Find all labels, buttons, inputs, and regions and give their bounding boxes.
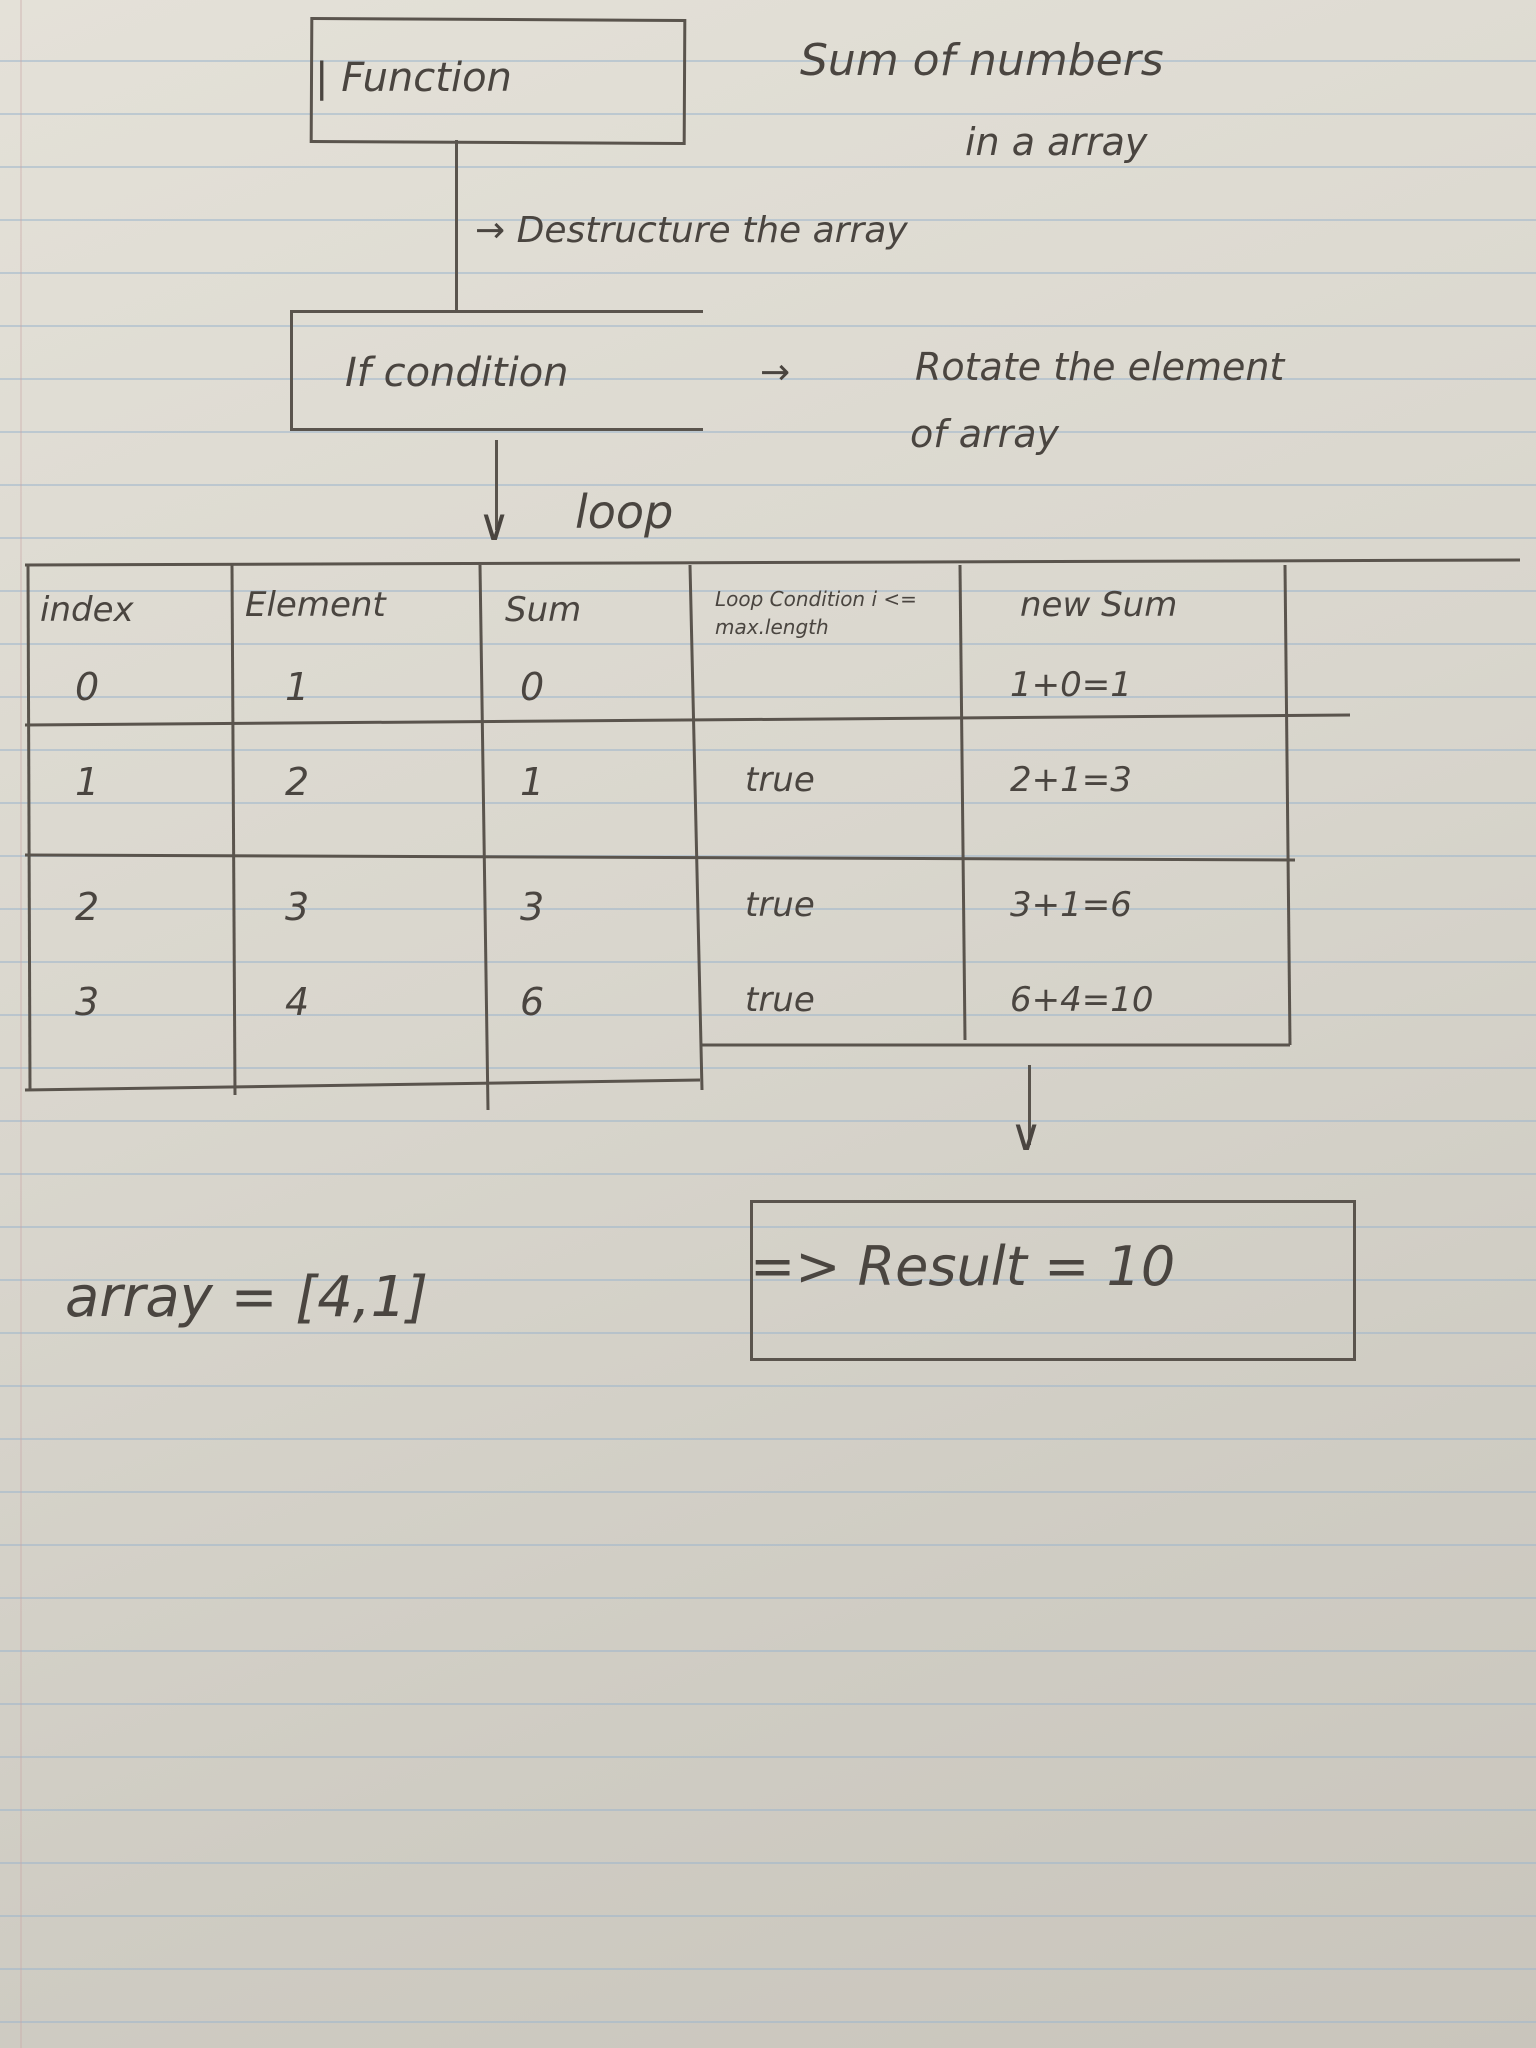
destructure-note: → Destructure the array <box>475 210 908 251</box>
header-sum: Sum <box>505 590 582 630</box>
cell-index: 1 <box>75 760 100 804</box>
result-expression: => Result = 10 <box>750 1235 1176 1298</box>
title-line-1: Sum of numbers <box>800 35 1164 86</box>
if-condition-label: If condition <box>345 350 569 396</box>
cell-new-sum: 1+0=1 <box>1010 665 1132 705</box>
cell-element: 3 <box>285 885 310 929</box>
cell-sum: 6 <box>520 980 545 1024</box>
header-index: index <box>40 590 134 630</box>
cell-new-sum: 6+4=10 <box>1010 980 1154 1020</box>
header-new-sum: new Sum <box>1020 585 1178 625</box>
result-arrow-icon: ∨ <box>1010 1110 1043 1161</box>
loop-label: loop <box>575 485 674 539</box>
cell-index: 3 <box>75 980 100 1024</box>
cell-loop-condition: true <box>745 760 815 800</box>
cell-loop-condition: true <box>745 980 815 1020</box>
function-label: | Function <box>315 55 512 101</box>
cell-index: 0 <box>75 665 100 709</box>
header-element: Element <box>245 585 386 625</box>
cell-element: 2 <box>285 760 310 804</box>
cell-element: 1 <box>285 665 310 709</box>
cell-sum: 0 <box>520 665 545 709</box>
if-note-line-2: of array <box>910 412 1060 456</box>
array-expression: array = [4,1] <box>65 1265 429 1330</box>
cell-sum: 3 <box>520 885 545 929</box>
cell-new-sum: 2+1=3 <box>1010 760 1132 800</box>
cell-element: 4 <box>285 980 310 1024</box>
if-note-line-1: Rotate the element <box>915 345 1285 389</box>
cell-loop-condition: true <box>745 885 815 925</box>
arrow-icon: → <box>760 352 791 393</box>
cell-new-sum: 3+1=6 <box>1010 885 1132 925</box>
cell-index: 2 <box>75 885 100 929</box>
cell-sum: 1 <box>520 760 545 804</box>
down-arrow-icon: ∨ <box>478 500 511 551</box>
header-loop-condition: Loop Condition i <= max.length <box>715 587 917 639</box>
title-line-2: in a array <box>965 120 1148 164</box>
